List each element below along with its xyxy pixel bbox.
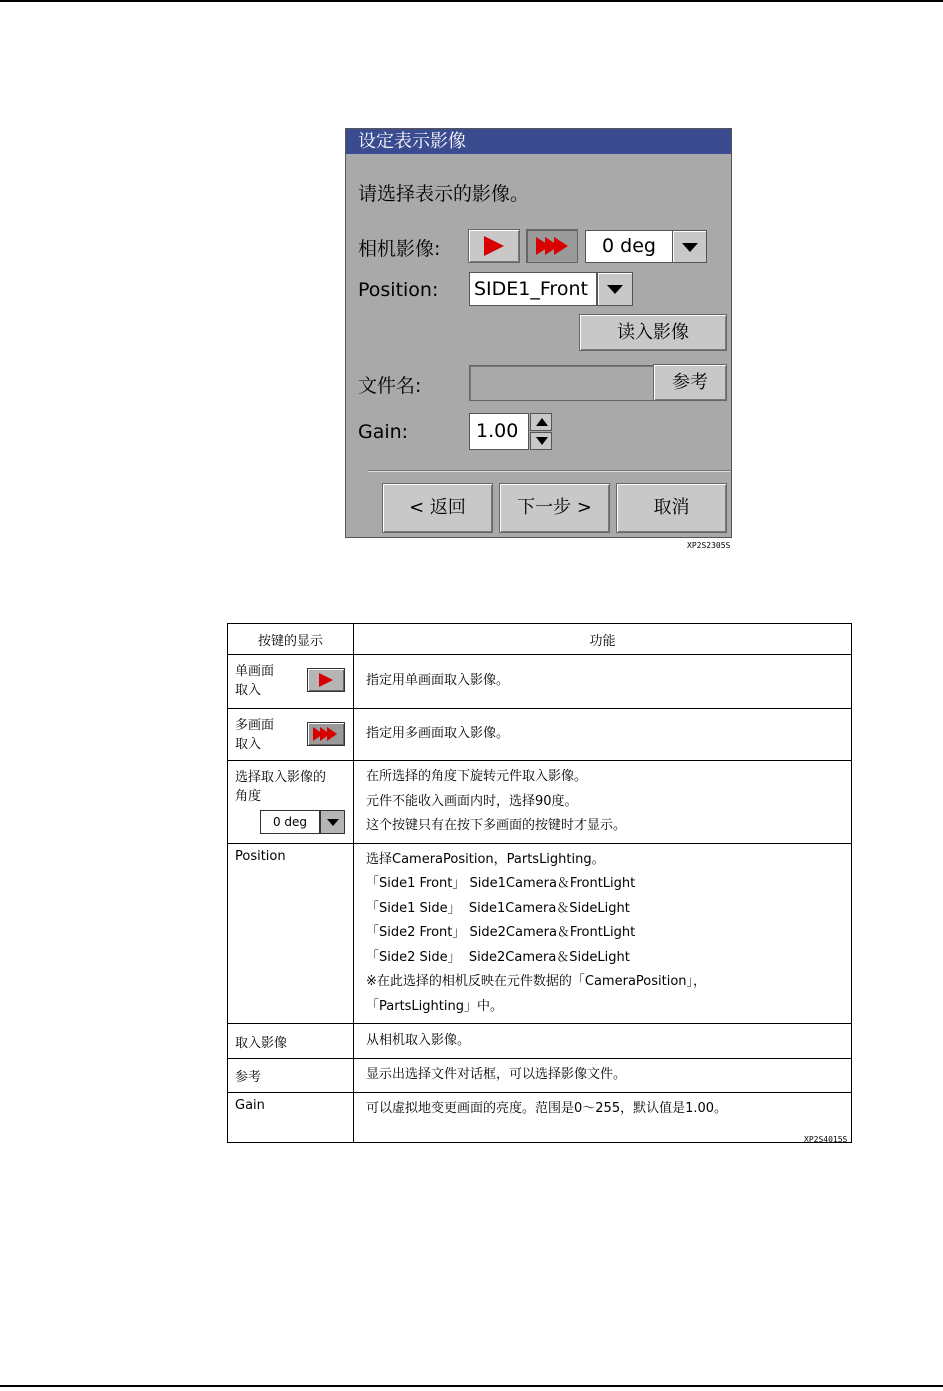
single-capture-button[interactable] — [468, 229, 520, 263]
dialog-title: 设定表示影像 — [346, 129, 731, 154]
function-text: 「Side1 Side」 Side1Camera＆SideLight — [366, 900, 630, 916]
row-function — [354, 655, 852, 709]
table-row — [228, 709, 852, 761]
key-text-line: 选择取入影像的 — [235, 770, 327, 785]
function-text: 「PartsLighting」中。 — [366, 998, 503, 1014]
key-text-line: 角度 — [235, 789, 262, 804]
multi-capture-button[interactable] — [526, 229, 578, 263]
row-key-gain: Gain — [228, 1092, 354, 1142]
up-arrow-icon — [536, 418, 548, 426]
position-label: Position: — [358, 279, 439, 301]
row-key-browse: 参考 — [228, 1059, 354, 1093]
multi-capture-key-icon — [307, 722, 345, 746]
table-figure-code: XP2S4015S — [804, 1135, 848, 1144]
function-text: 元件不能收入画面内时，选择90度。 — [366, 793, 578, 809]
function-text: 选择CameraPosition，PartsLighting。 — [366, 851, 605, 867]
key-function-table — [227, 623, 852, 1143]
row-key-single — [228, 655, 354, 709]
back-button[interactable]: < 返回 — [382, 483, 493, 533]
function-text: 「Side1 Front」 Side1Camera＆FrontLight — [366, 876, 636, 891]
angle-key-dropdown-icon — [320, 810, 345, 834]
position-select[interactable]: SIDE1_Front — [469, 272, 597, 306]
table-row — [228, 843, 852, 1024]
row-function — [354, 1024, 852, 1059]
column-header-function: 功能 — [354, 624, 852, 655]
single-capture-key-icon — [307, 668, 345, 692]
angle-key-value: 0 deg — [260, 810, 320, 834]
dialog-prompt: 请选择表示的影像。 — [358, 183, 530, 205]
gain-label: Gain: — [358, 421, 409, 443]
row-function — [354, 709, 852, 761]
table-row — [228, 761, 852, 844]
filename-label: 文件名: — [358, 375, 422, 397]
function-text: 这个按键只有在按下多画面的按键时才显示。 — [366, 818, 627, 833]
key-text-line: 单画面 — [235, 664, 275, 679]
bottom-rule — [0, 1385, 943, 1387]
key-text-line: 取入 — [235, 737, 262, 752]
function-text: 在所选择的角度下旋转元件取入影像。 — [366, 769, 588, 784]
table-row — [228, 1024, 852, 1059]
table-row — [228, 1059, 852, 1093]
dialog-figure-code: XP2S2305S — [687, 541, 731, 550]
function-text: 「Side2 Front」 Side2Camera＆FrontLight — [366, 925, 636, 940]
function-text: 「Side2 Side」 Side2Camera＆SideLight — [366, 949, 630, 965]
function-text: 显示出选择文件对话框，可以选择影像文件。 — [366, 1067, 627, 1082]
row-key-position: Position — [228, 843, 354, 1024]
key-text-line: 取入 — [235, 683, 262, 698]
dialog-divider — [368, 470, 730, 472]
table-row — [228, 655, 852, 709]
row-function — [354, 761, 852, 844]
play-icon — [484, 236, 504, 256]
row-function — [354, 1059, 852, 1093]
function-text: 从相机取入影像。 — [366, 1032, 471, 1048]
browse-button[interactable]: 参考 — [653, 364, 727, 401]
camera-image-label: 相机影像: — [358, 238, 441, 260]
column-header-key: 按键的显示 — [228, 624, 354, 655]
row-key-angle — [228, 761, 354, 844]
function-text: 指定用多画面取入影像。 — [366, 726, 510, 742]
table-row — [228, 1092, 852, 1142]
function-text: 可以虚拟地变更画面的亮度。范围是0～255，默认值是1.00。 — [366, 1100, 728, 1116]
down-arrow-icon — [536, 437, 548, 445]
row-key-multi — [228, 709, 354, 761]
set-display-image-dialog — [345, 128, 732, 538]
row-function — [354, 1092, 852, 1142]
top-rule — [0, 0, 943, 2]
row-key-capture: 取入影像 — [228, 1024, 354, 1059]
position-dropdown-arrow-icon[interactable] — [597, 272, 633, 306]
gain-input[interactable]: 1.00 — [469, 413, 529, 450]
multi-play-icon — [534, 237, 570, 255]
angle-dropdown-arrow-icon[interactable] — [672, 230, 707, 263]
key-text-line: 多画面 — [235, 718, 275, 733]
read-image-button[interactable]: 读入影像 — [579, 314, 727, 351]
gain-decrease-button[interactable] — [530, 432, 552, 450]
cancel-button[interactable]: 取消 — [616, 483, 727, 533]
angle-key-icon — [260, 810, 345, 834]
angle-select[interactable]: 0 deg — [585, 230, 673, 263]
function-text: 指定用单画面取入影像。 — [366, 673, 510, 689]
table-header-row — [228, 624, 852, 655]
row-function — [354, 843, 852, 1024]
filename-input[interactable] — [469, 365, 655, 401]
function-text: ※在此选择的相机反映在元件数据的「CameraPosition」， — [366, 974, 707, 989]
next-button[interactable]: 下一步 > — [499, 483, 610, 533]
gain-increase-button[interactable] — [530, 413, 552, 431]
